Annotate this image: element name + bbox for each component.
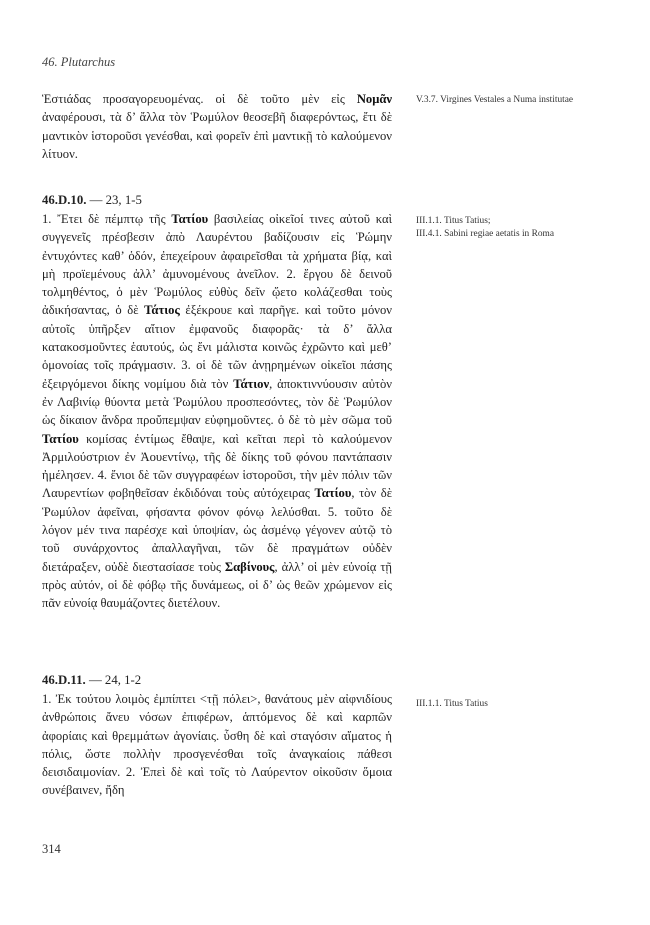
section-heading [42,193,142,208]
paragraph-text: Ἑστιάδας προσαγορευομένας. οἱ δὲ τοῦτο μὲν εἰς Νομᾶν ἀναφέρουσι, τὰ δ’ ἄλλα τὸν Ῥωμύλον θεοσεβῆ διαφερόντως, ἔτι δὲ μαντικὸν ἱστοροῦσι γενέσθαι, καὶ φορεῖν ἐπὶ μαντικῇ τὸ καλούμενον λίτυον. [42,92,392,161]
section-id: 46.D.10. [42,193,87,207]
section-id: 46.D.11. [42,673,86,687]
paragraph-text: 1. Ἔτει δὲ πέμπτῳ τῆς Τατίου βασιλείας οἰκεῖοί τινες αὐτοῦ καὶ συγγενεῖς πρέσβεσιν ἀπὸ Λαυρέντου βαδίζουσιν εἰς Ῥώμην ἐντυχόντες καθ’ ὁδόν, ἐπεχείρουν ἀφαιρεῖσθαι τὰ χρήματα βίᾳ, καὶ μὴ προϊεμένους ἀλλ’ ἀμυνομένους ἀνεῖλον. 2. ἔργου δὲ δεινοῦ τολμηθέντος, ὁ μὲν Ῥωμύλος εὐθὺς δεῖν ᾤετο κολάζεσθαι τοὺς ἀδικήσαντας, ὁ δὲ Τάτιος ἐξέκρουε καὶ παρῆγε. καὶ τοῦτο μόνον αὐτοῖς ὑπῆρξεν αἴτιον ἐμφανοῦς διαφορᾶς· τὰ δ’ ἄλλα κατακοσμοῦντες ἑαυτούς, ὡς ἔνι μάλιστα κοινῶς ἐχρῶντο καὶ μεθ’ ὁμονοίας τοῖς πράγμασιν. 3. οἱ δὲ τῶν ἀνῃρημένων οἰκεῖοι πάσης ἐξειργόμενοι δίκης νομίμου διὰ τὸν Τάτιον, ἀποκτιννύουσιν αὐτὸν ἐν Λαβινίῳ θύοντα μετὰ Ῥωμύλου προσπεσόντες, τὸν δὲ Ῥωμύλον ὡς δίκαιον ἄνδρα προὔπεμψαν εὐφημοῦντες. ὁ δὲ τὸ μὲν σῶμα τοῦ Τατίου κομίσας ἐντίμως ἔθαψε, καὶ κεῖται περὶ τὸ καλούμενον Ἀρμιλούστριον ἐν Ἀουεντίνῳ, τῆς δὲ δίκης τοῦ φόνου παντάπασιν ἠμέλησεν. 4. ἔνιοι δὲ τῶν συγγραφέων ἱστοροῦσι, τὴν μὲν πόλιν τῶν Λαυρεντίων φοβηθεῖσαν ἐκδιδόναι τοὺς αὐτόχειρας Τατίου, τὸν δὲ Ῥωμύλον ἀφεῖναι, φήσαντα φόνον φόνῳ λελύσθαι. 5. τοῦτο δὲ λόγον μέν τινα παρέσχε καὶ ὑποψίαν, ὡς ἀσμένῳ γέγονεν αὐτῷ τὸ τοῦ συνάρχοντος ἀπαλλαγῆναι, τῶν δὲ πραγμάτων οὐδὲν διετάραξεν, οὐδὲ διεστασίασε τοὺς Σαβίνους, ἀλλ’ οἱ μὲν εὐνοίᾳ τῇ πρὸς αὐτόν, οἱ δὲ φόβῳ τῆς δυνάμεως, οἱ δ’ ὡς θεῶν χρώμενον εἰς πᾶν εὐνοίᾳ θαυμάζοντες διετέλουν. [42,212,392,611]
paragraph-continuation [42,90,392,163]
margin-notes [416,215,616,241]
section-ref: — 23, 1-5 [89,193,142,207]
margin-note: III.1.1. Titus Tatius [416,699,488,709]
margin-note: III.1.1. Titus Tatius; [416,216,491,226]
section-body [42,210,392,613]
margin-note: V.3.7. Virgines Vestales a Numa institutae [416,95,574,105]
running-head: 46. Plutarchus [42,55,116,69]
section-body [42,690,392,800]
section-ref: — 24, 1-2 [88,673,142,687]
margin-note: III.4.1. Sabini regiae aetatis in Roma [416,229,554,239]
margin-notes [416,698,616,711]
page-number: 314 [42,842,61,856]
section-heading [42,673,141,688]
margin-notes [416,94,616,107]
paragraph-text: 1. Ἐκ τούτου λοιμὸς ἐμπίπτει <τῇ πόλει>, θανάτους μὲν αἰφνιδίους ἀνθρώποις ἄνευ νόσων ἐπιφέρων, ἁπτόμενος δὲ καὶ καρπῶν ἀφορίαις καὶ θρεμμάτων ἀγονίαις. ὗσθη δὲ καὶ σταγόσιν αἵματος ἡ πόλις, ὥστε πολλὴν προσγενέσθαι τοῖς ἀναγκαίοις πάθεσι δεισιδαιμονίαν. 2. Ἐπεὶ δὲ καὶ τοῖς τὸ Λαύρεντον οἰκοῦσιν ὅμοια συνέβαινεν, ἤδη [42,692,392,798]
